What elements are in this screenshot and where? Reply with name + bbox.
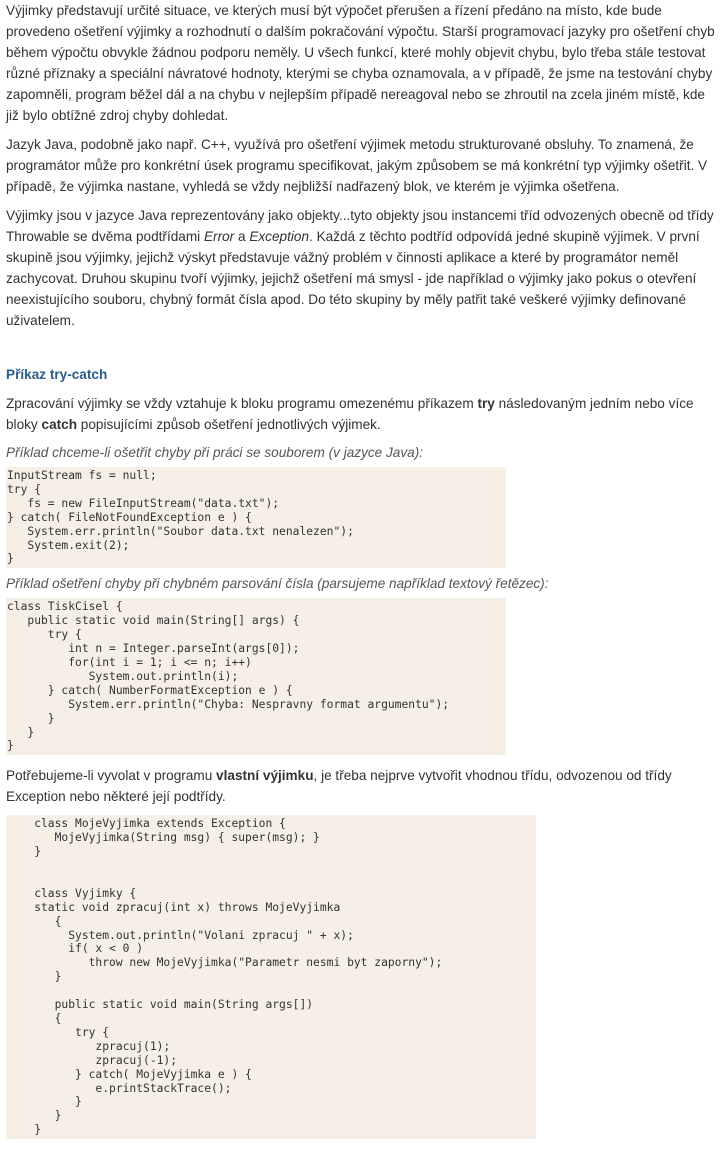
try-keyword: try (477, 396, 495, 411)
catch-keyword: catch (41, 417, 78, 432)
custom-exception-bold: vlastní výjimku (216, 768, 314, 784)
example-1-label: Příklad chceme-li ošetřit chyby při práci se souborem (v jazyce Java): (6, 445, 424, 460)
code-block-parse-example: class TiskCisel { public static void main(String[] args) { try { int n = Integer.parseInt(args[0]); for(int i = 1; i <= n; i++) System.out.println(i); } catch( NumberFormatException e ) { System.err.println("Chyba: Nespravny format argumentu"); } } } (6, 598, 506, 755)
section-heading-try-catch: Příkaz try-catch (6, 367, 108, 382)
example-2-label: Příklad ošetření chyby při chybném parsování čísla (parsujeme například textový řetězec): (6, 576, 549, 592)
code-block-file-example: InputStream fs = null; try { fs = new FileInputStream("data.txt"); } catch( FileNotFoundException e ) { System.err.println("Soubor data.txt nenalezen"); System.exit(2); } (6, 467, 506, 568)
custom-exception-paragraph (6, 765, 720, 807)
intro-p3-text-b: a (234, 229, 250, 244)
intro-paragraph-3 (6, 205, 720, 331)
intro-p3-text-a: Výjimky jsou v jazyce Java reprezentovány jako objekty...tyto objekty jsou instancemi tříd odvozených obecně od třídy Throwable se dvěma podtřídami (6, 208, 714, 244)
code-block-custom-exception: class MojeVyjimka extends Exception { MojeVyjimka(String msg) { super(msg); } } class Vyjimky { static void zpracuj(int x) throws MojeVyjimka { System.out.println("Volani zpracuj " + x); if( x < 0 ) throw new MojeVyjimka("Parametr nesmi byt zaporny"); } public static void main(String args[]) { try { zpracuj(1); zpracuj(-1); } catch( MojeVyjimka e ) { e.printStackTrace(); } } } (6, 815, 536, 1139)
intro-p3-exception-term: Exception (249, 229, 310, 244)
try-catch-paragraph (6, 393, 720, 435)
intro-paragraph-2: Jazyk Java, podobně jako např. C++, využívá pro ošetření výjimek metodu strukturované obsluhy. To znamená, že programátor může pro konkrétní úsek programu specifikovat, jakým způsobem se má konkrétní typ výjimky ošetřit. V případě, že výjimka nastane, vyhledá se vždy nejbližší nadřazený blok, ve kterém je výjimka ošetřena. (6, 137, 708, 194)
try-catch-text-c: popisujícími způsob ošetření jednotlivých výjimek. (77, 417, 381, 432)
intro-paragraph-1: Výjimky představují určité situace, ve kterých musí být výpočet přerušen a řízení předáno na místo, kde bude provedeno ošetření výjimky a rozhodnutí o dalším pokračování výpočtu. Starší programovací jazyky pro ošetření chyb během výpočtu obvykle žádnou podporu neměly. U všech funkcí, které mohly objevit chybu, bylo třeba stále testovat různé příznaky a speciální návratové hodnoty, kterými se chyba oznamovala, a v případě, že jsme na testování chyby zapomněli, program běžel dál a na chybu v nejlepším případě nereagoval nebo se zhroutil na zcela jiném místě, kde již bylo obtížné zdroj chyby dohledat. (6, 3, 715, 123)
try-catch-text-a: Zpracování výjimky se vždy vztahuje k bloku programu omezenému příkazem (6, 396, 478, 411)
custom-exception-text-b: , je třeba nejprve vytvořit vhodnou třídu, odvozenou od třídy Exception nebo některé její podtřídy. (6, 768, 672, 805)
intro-p3-error-term: Error (203, 229, 235, 244)
try-catch-text-b: následovaným jedním nebo více bloky (6, 396, 694, 432)
intro-p3-text-c: . Každá z těchto podtříd odpovídá jedné skupině výjimek. V první skupině jsou výjimky, jejichž výskyt představuje vážný problém v činnosti aplikace a které by programátor neměl zachycovat. Druhou skupinu tvoří výjimky, jejichž ošetření má smysl - jde například o výjimky jako pokus o otevření neexistujícího souboru, chybný formát čísla apod. Do této skupiny by měly patřit také veškeré výjimky definované uživatelem. (6, 229, 700, 328)
custom-exception-text-a: Potřebujeme-li vyvolat v programu (6, 768, 217, 784)
